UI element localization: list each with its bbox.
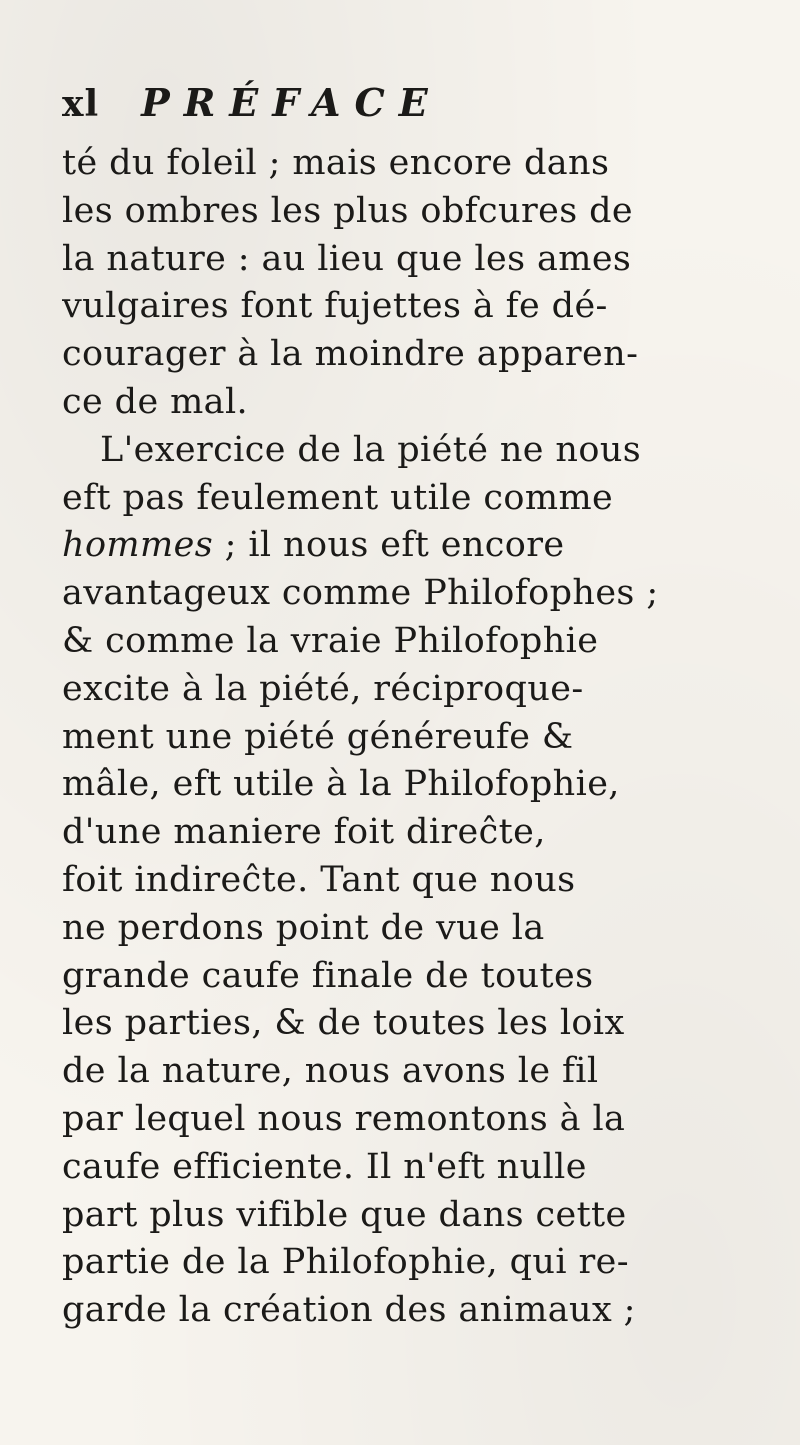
page-header — [62, 80, 762, 140]
text-line: garde la création des animaux ; — [62, 1290, 636, 1331]
text-line: mâle, eft utile à la Philofophie, — [62, 764, 620, 805]
text-line — [62, 522, 762, 570]
running-title: PRÉFACE — [141, 80, 442, 125]
text-line: té du foleil ; mais encore dans — [62, 143, 610, 183]
text-line: ne perdons point de vue la — [62, 907, 545, 948]
text-line: caufe efficiente. Il n'eft nulle — [62, 1146, 587, 1187]
text-line: foit indireĉte. Tant que nous — [62, 859, 576, 900]
text-line: part plus vifible que dans cette — [62, 1194, 627, 1235]
body-text — [62, 140, 762, 1335]
page-number: xl — [62, 83, 100, 125]
text-line: ce de mal. — [62, 381, 249, 422]
text-line: courager à la moindre apparen- — [62, 334, 639, 375]
text-line: par lequel nous remontons à la — [62, 1098, 626, 1139]
text-line: excite à la piété, réciproque- — [62, 668, 584, 709]
text-line: ment une piété généreufe & — [62, 716, 574, 757]
text-line: eft pas feulement utile comme — [62, 477, 614, 518]
italic-word: hommes — [62, 525, 214, 566]
text-line: les parties, & de toutes les loix — [62, 1003, 625, 1044]
text-line: de la nature, nous avons le fil — [62, 1051, 599, 1092]
text-line: L'exercice de la piété ne nous — [100, 429, 642, 470]
text-line: vulgaires font fujettes à fe dé- — [62, 286, 608, 327]
text-line: d'une maniere foit direĉte, — [62, 812, 546, 853]
text-segment: ; il nous eft encore — [213, 525, 565, 566]
text-line: la nature : au lieu que les ames — [62, 238, 632, 279]
text-line: grande caufe finale de toutes — [62, 955, 594, 996]
text-line: avantageux comme Philofophes ; — [62, 573, 659, 614]
text-line: partie de la Philofophie, qui re- — [62, 1242, 629, 1283]
text-line: & comme la vraie Philofophie — [62, 620, 599, 661]
text-line: les ombres les plus obfcures de — [62, 190, 634, 231]
